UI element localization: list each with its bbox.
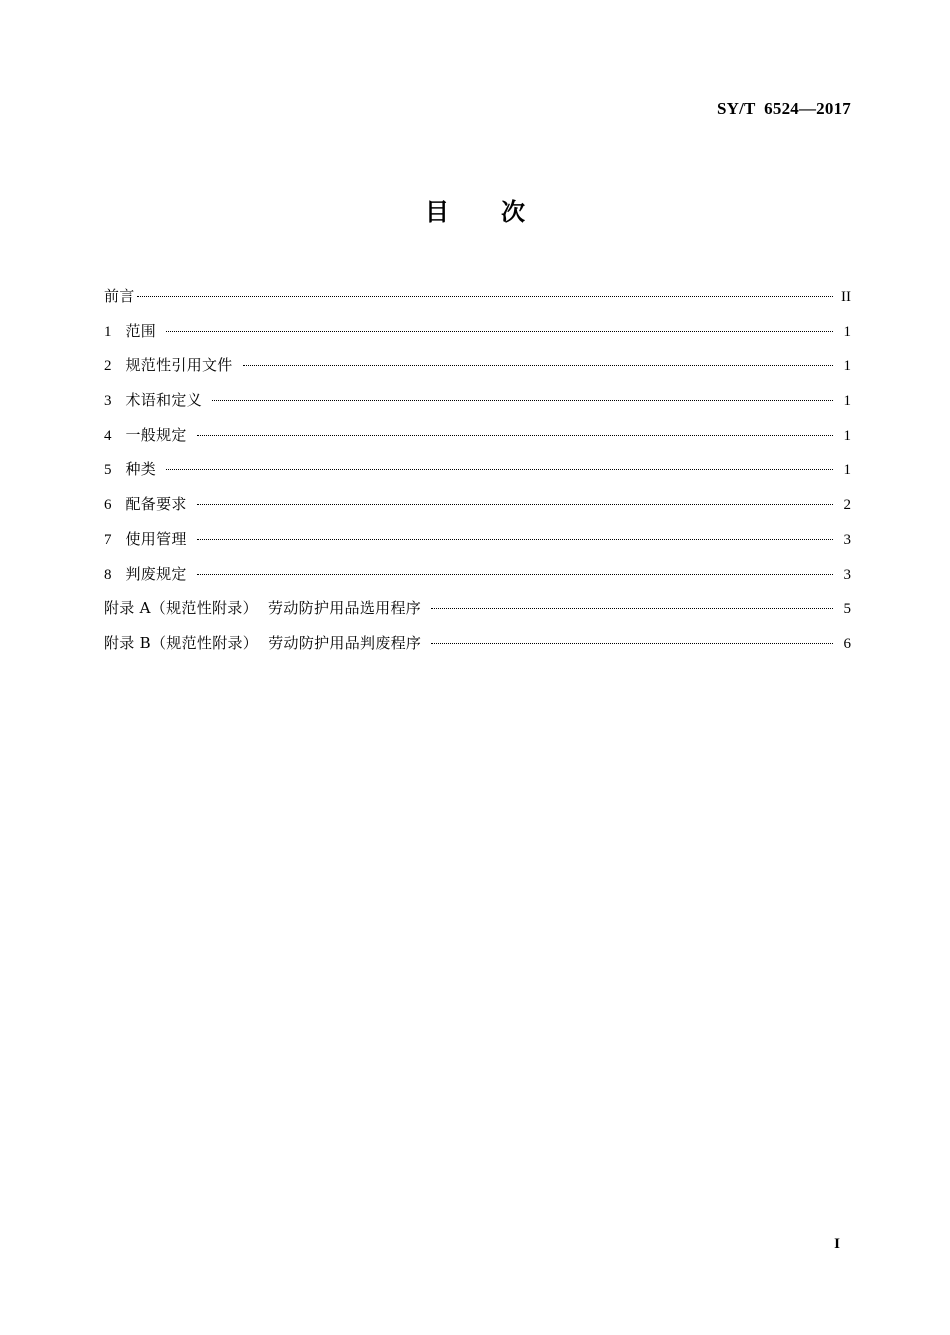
toc-entry-page: 2	[843, 497, 851, 514]
toc-entry-page: 1	[843, 323, 851, 340]
toc-entry-page: II	[841, 289, 851, 305]
toc-entry-label: 术语和定义	[125, 391, 203, 410]
toc-entry-number: 5	[104, 462, 112, 479]
toc-entry-6[interactable]	[104, 493, 851, 528]
page-title-char-2: 次	[501, 198, 525, 226]
toc-entry-number: 4	[104, 427, 112, 444]
toc-entry-number: 8	[104, 566, 112, 583]
toc-entry-page: 3	[843, 531, 851, 548]
page-title	[0, 192, 950, 227]
dot-leader	[137, 296, 833, 297]
toc-entry-8[interactable]	[104, 563, 851, 598]
page-number: I	[834, 1236, 840, 1252]
dot-leader	[431, 608, 833, 609]
toc-entry-page: 6	[843, 635, 851, 652]
toc-entry-2[interactable]	[104, 354, 851, 389]
toc-entry-page: 1	[843, 462, 851, 479]
toc-entry-number: 1	[104, 323, 112, 340]
toc-entry-number: 3	[104, 393, 112, 410]
toc-entry-3[interactable]	[104, 389, 851, 424]
toc-entry-page: 5	[843, 601, 851, 618]
toc-entry-label: 配备要求	[125, 495, 187, 514]
toc-entry-label: 附录 A（规范性附录） 劳动防护用品选用程序	[104, 599, 422, 618]
toc-entry-label: 判废规定	[125, 564, 187, 583]
toc-entry-label: 附录 B（规范性附录） 劳动防护用品判废程序	[104, 633, 422, 652]
dot-leader	[197, 574, 833, 575]
toc-entry-page: 1	[843, 358, 851, 375]
page-title-char-1: 目	[425, 198, 449, 226]
toc-entry-appendix-a[interactable]	[104, 597, 851, 632]
dot-leader	[243, 365, 833, 366]
toc-entry-label: 一般规定	[125, 425, 187, 444]
toc-entry-page: 3	[843, 566, 851, 583]
dot-leader	[197, 435, 833, 436]
dot-leader	[212, 400, 833, 401]
toc-entry-label: 范围	[125, 321, 157, 340]
toc-entry-foreword[interactable]	[104, 285, 851, 320]
dot-leader	[166, 469, 833, 470]
toc-entry-number: 2	[104, 358, 112, 375]
standard-code: SY/T 6524—2017	[717, 99, 851, 118]
toc-entry-page: 1	[843, 393, 851, 410]
toc-entry-label: 使用管理	[125, 529, 187, 548]
toc-entry-appendix-b[interactable]	[104, 632, 851, 667]
dot-leader	[197, 539, 833, 540]
toc-entry-1[interactable]	[104, 320, 851, 355]
toc-entry-4[interactable]	[104, 424, 851, 459]
toc-entry-number: 7	[104, 531, 112, 548]
toc-entry-7[interactable]	[104, 528, 851, 563]
table-of-contents	[104, 285, 851, 667]
toc-entry-5[interactable]	[104, 458, 851, 493]
dot-leader	[166, 331, 833, 332]
toc-entry-label: 前言	[104, 287, 135, 305]
toc-entry-label: 种类	[125, 460, 157, 479]
dot-leader	[197, 504, 833, 505]
toc-entry-number: 6	[104, 497, 112, 514]
dot-leader	[431, 643, 833, 644]
toc-entry-label: 规范性引用文件	[125, 356, 233, 375]
toc-entry-page: 1	[843, 427, 851, 444]
